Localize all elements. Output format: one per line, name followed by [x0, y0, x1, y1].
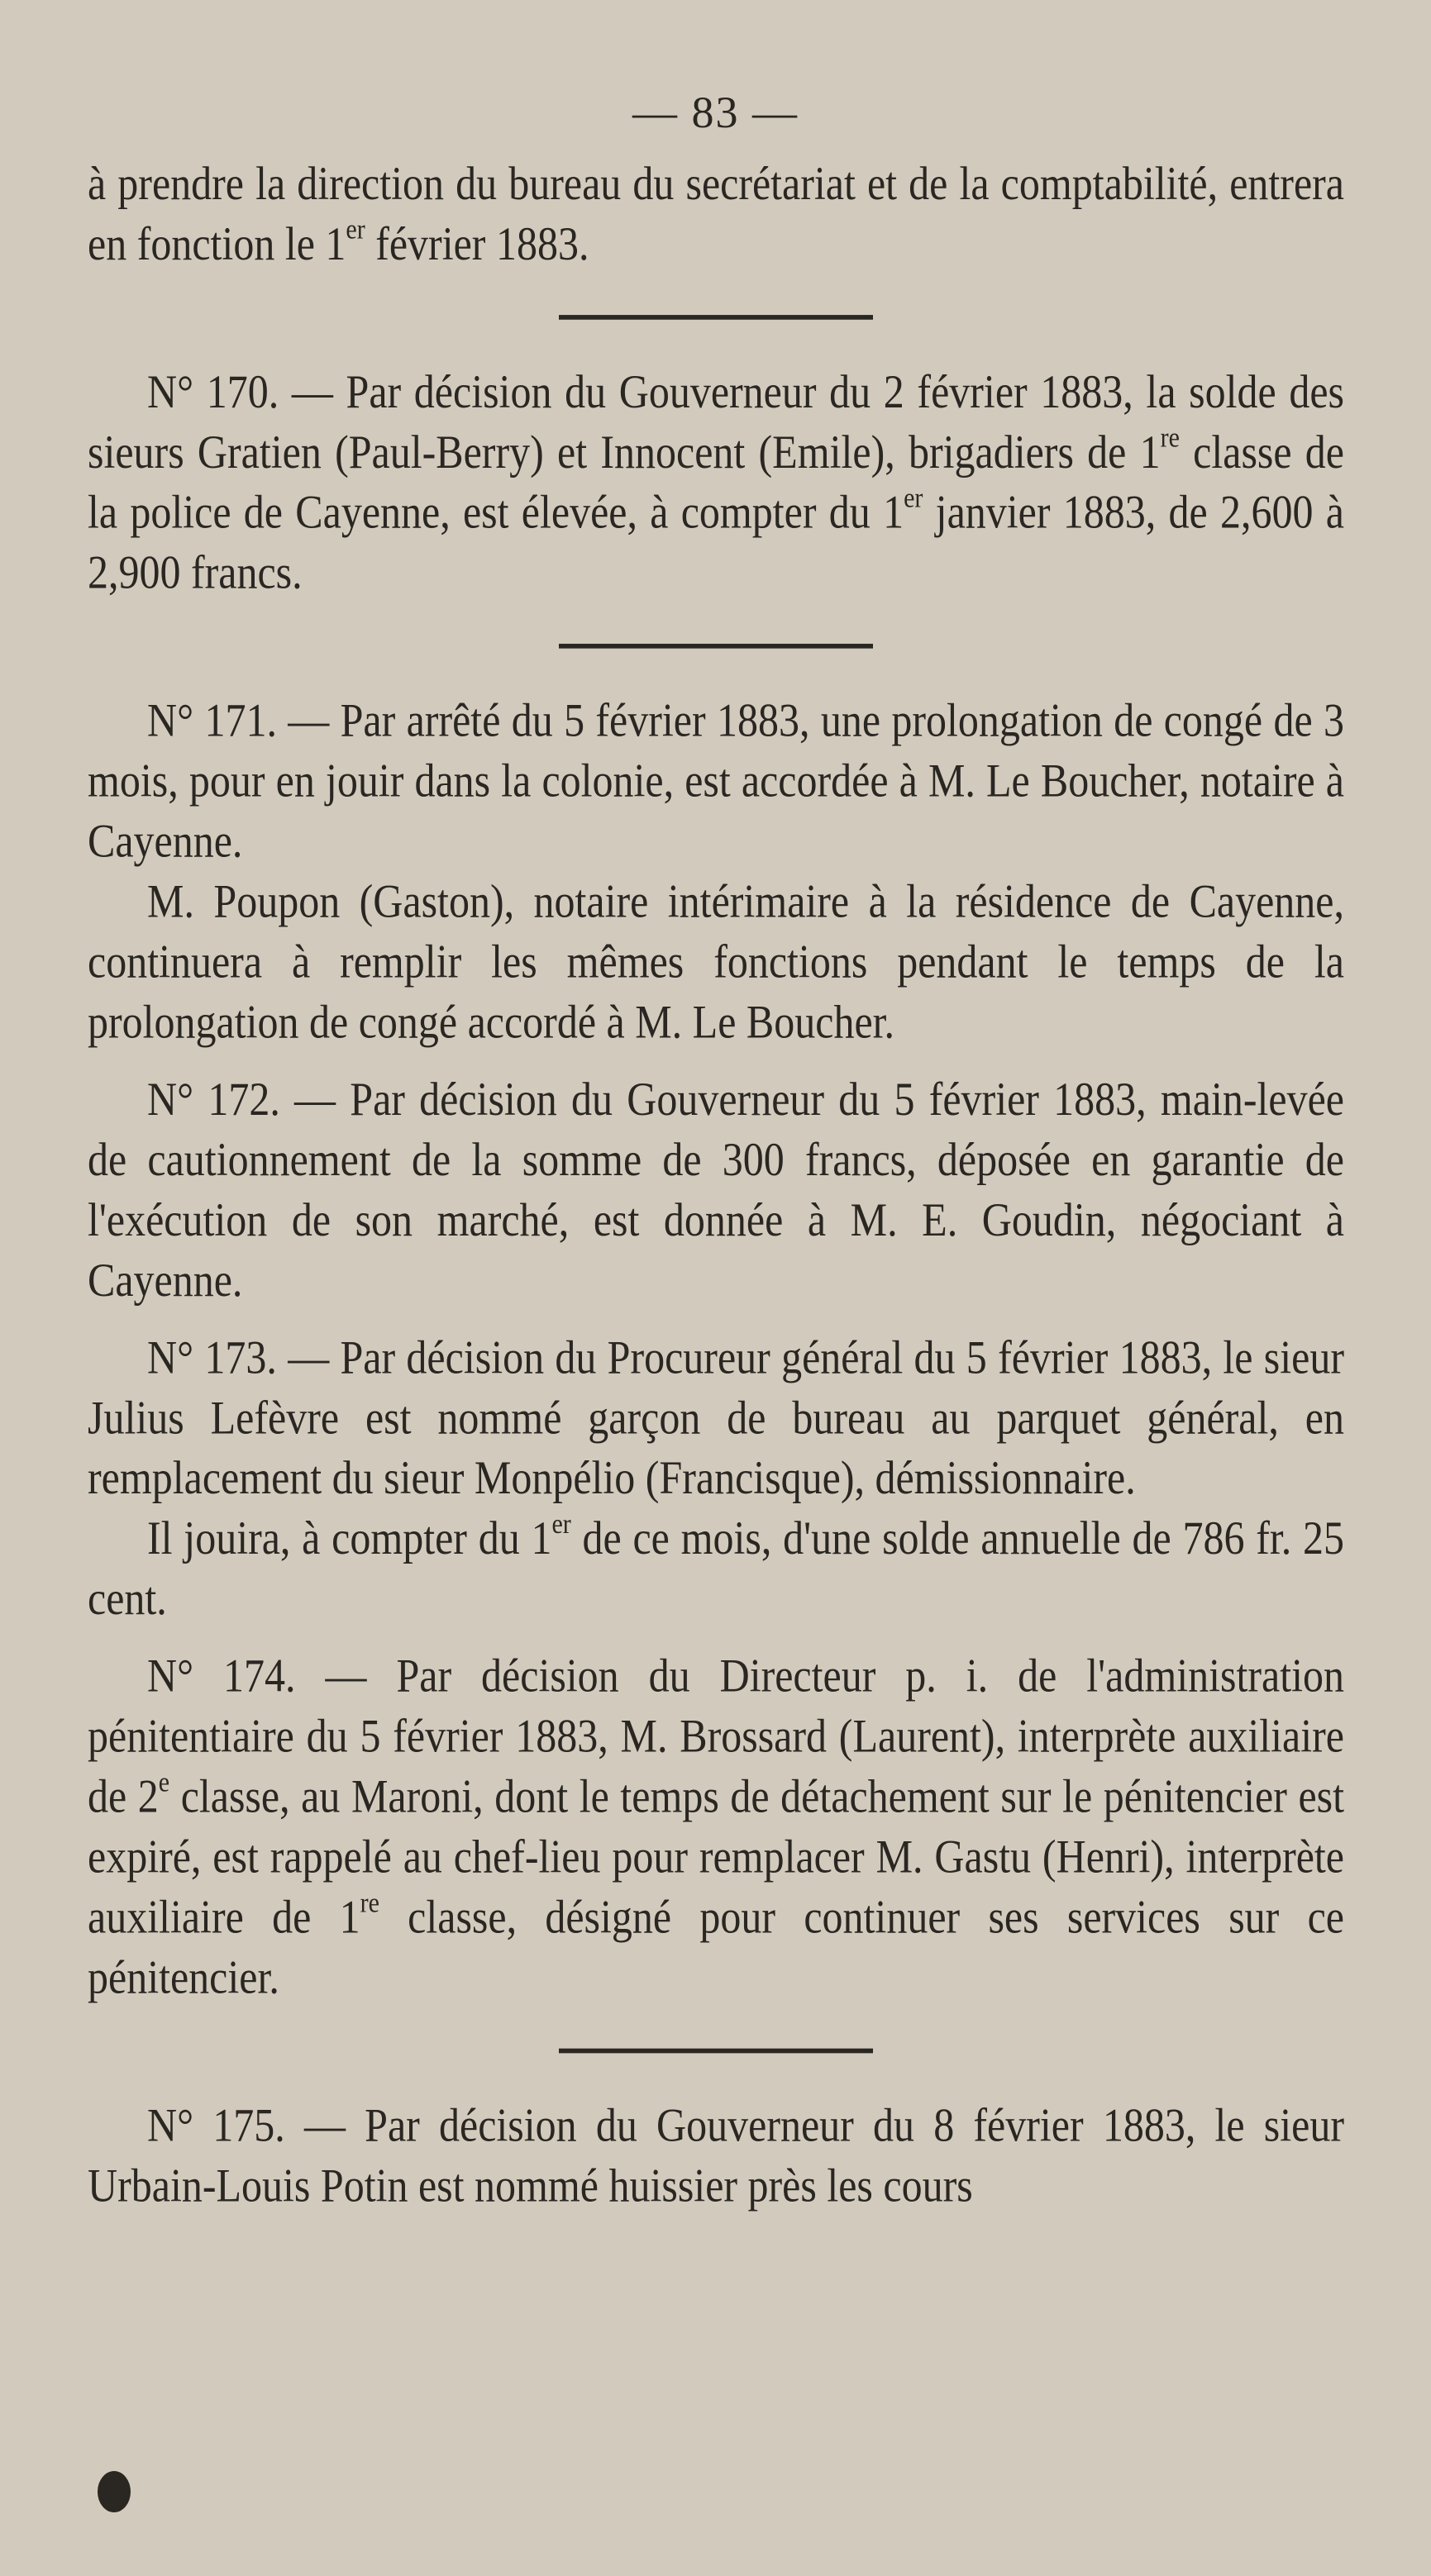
entry-intro [88, 153, 1344, 274]
page-body [88, 153, 1344, 2215]
ink-blot-mark [98, 2471, 131, 2512]
entry-paragraph: N° 175. — Par décision du Gouverneur du 8 février 1883, le sieur Urbain-Louis Potin est nommé huissier près les cours [88, 2098, 1344, 2212]
entry-paragraph: N° 172. — Par décision du Gouverneur du 5 février 1883, main-levée de cautionnement de la somme de 300 francs, déposée en garantie de l'exécution de son marché, est donnée à M. E. Goudin, négociant à Cayenne. [88, 1072, 1344, 1307]
entry-paragraph: N° 171. — Par arrêté du 5 février 1883, une prolongation de congé de 3 mois, pour en jouir dans la colonie, est accordée à M. Le Boucher, notaire à Cayenne. [88, 693, 1344, 868]
entry-paragraph: M. Poupon (Gaston), notaire intérimaire à la résidence de Cayenne, continuera à remplir les mêmes fonctions pendant le temps de la prolongation de congé accordé à M. Le Boucher. [88, 874, 1344, 1048]
entry-paragraph: à prendre la direction du bureau du secrétariat et de la comptabilité, entrera en fonction le 1er février 1883. [88, 156, 1344, 270]
entry-paragraph: Il jouira, à compter du 1er de ce mois, d'une solde annuelle de 786 fr. 25 cent. [88, 1508, 1345, 1625]
entry-paragraph: N° 174. — Par décision du Directeur p. i. de l'administration pénitentiaire du 5 février 1883, M. Brossard (Laurent), interprète auxiliaire de 2e classe, au Maroni, dont le temps de détachement sur le pénitencier est expiré, est rappelé au chef-lieu pour remplacer M. Gastu (Henri), interprète auxiliaire de 1re classe, désigné pour continuer ses services sur ce pénitencier. [88, 1649, 1344, 2003]
entry-175 [88, 2095, 1344, 2216]
entry-paragraph: N° 173. — Par décision du Procureur général du 5 février 1883, le sieur Julius Lefèvre est nommé garçon de bureau au parquet général, en remplacement du sieur Monpélio (Francisque), démissionnaire. [88, 1331, 1344, 1504]
entry-170 [88, 361, 1344, 602]
page-number: — 83 — [632, 88, 799, 137]
entry-173 [88, 1326, 1344, 1628]
entry-171 [88, 690, 1344, 1052]
entry-174 [88, 1645, 1344, 2007]
entry-172 [88, 1069, 1344, 1310]
entry-paragraph: N° 170. — Par décision du Gouverneur du 2 février 1883, la solde des sieurs Gratien (Paul-Berry) et Innocent (Emile), brigadiers de 1re classe de la police de Cayenne, est élevée, à compter du 1er janvier 1883, de 2,600 à 2,900 francs. [88, 364, 1344, 599]
